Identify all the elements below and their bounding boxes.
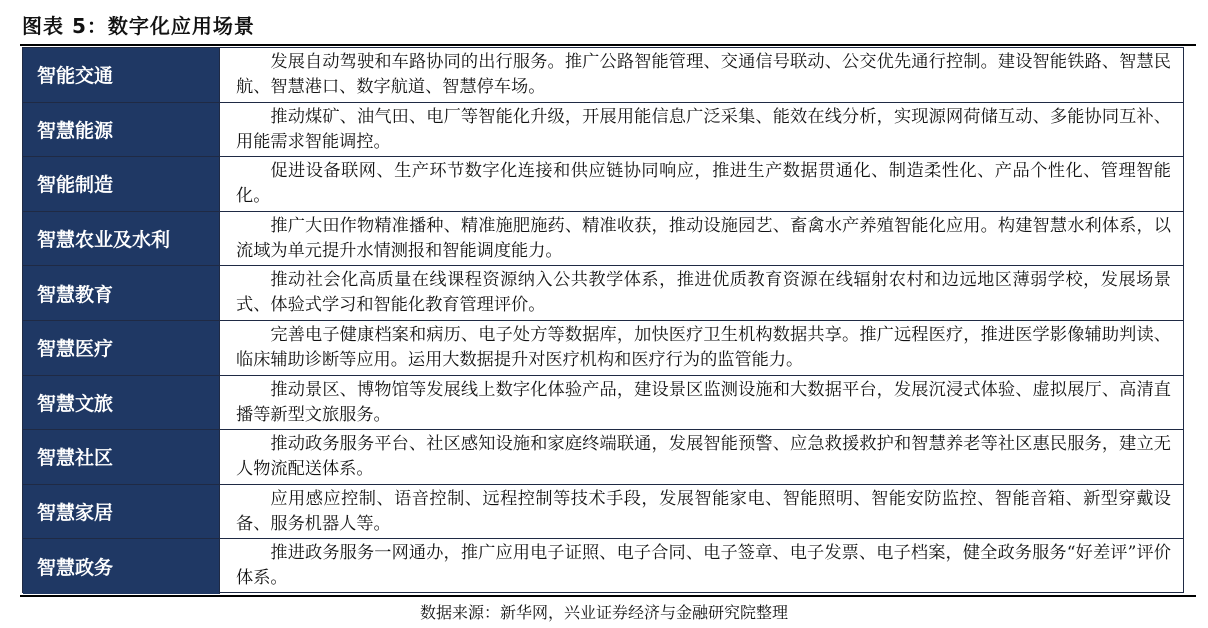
table-row bbox=[23, 103, 1183, 158]
figure-title: 图表 5：数字化应用场景 bbox=[22, 14, 255, 38]
row-category: 智慧农业及水利 bbox=[23, 212, 220, 266]
table-row bbox=[23, 430, 1183, 485]
row-description: 推动煤矿、油气田、电厂等智能化升级，开展用能信息广泛采集、能效在线分析，实现源网荷储互动、多能协同互补、用能需求智能调控。 bbox=[236, 106, 1171, 152]
table-row bbox=[23, 212, 1183, 267]
row-description: 应用感应控制、语音控制、远程控制等技术手段，发展智能家电、智能照明、智能安防监控、智能音箱、新型穿戴设备、服务机器人等。 bbox=[236, 488, 1171, 534]
table-row bbox=[23, 321, 1183, 376]
scenario-table bbox=[22, 47, 1184, 593]
row-category: 智慧教育 bbox=[23, 266, 220, 320]
row-description: 推动景区、博物馆等发展线上数字化体验产品，建设景区监测设施和大数据平台，发展沉浸式体验、虚拟展厅、高清直播等新型文旅服务。 bbox=[236, 379, 1171, 425]
row-category: 智慧能源 bbox=[23, 103, 220, 157]
table-row bbox=[23, 157, 1183, 212]
row-category: 智慧家居 bbox=[23, 485, 220, 539]
row-category: 智慧政务 bbox=[23, 539, 220, 594]
row-description: 推动社会化高质量在线课程资源纳入公共教学体系，推进优质教育资源在线辐射农村和边远地区薄弱学校，发展场景式、体验式学习和智能化教育管理评价。 bbox=[236, 270, 1171, 316]
table-row bbox=[23, 266, 1183, 321]
row-description: 推进政务服务一网通办，推广应用电子证照、电子合同、电子签章、电子发票、电子档案，健全政务服务“好差评”评价体系。 bbox=[236, 543, 1171, 589]
row-description: 推动政务服务平台、社区感知设施和家庭终端联通，发展智能预警、应急救援救护和智慧养老等社区惠民服务，建立无人物流配送体系。 bbox=[236, 434, 1171, 480]
row-description: 发展自动驾驶和车路协同的出行服务。推广公路智能管理、交通信号联动、公交优先通行控制。建设智能铁路、智慧民航、智慧港口、数字航道、智慧停车场。 bbox=[236, 52, 1171, 97]
table-row bbox=[23, 376, 1183, 431]
row-category: 智能制造 bbox=[23, 157, 220, 211]
row-description: 推广大田作物精准播种、精准施肥施药、精准收获，推动设施园艺、畜禽水产养殖智能化应用。构建智慧水利体系，以流域为单元提升水情测报和智能调度能力。 bbox=[236, 215, 1171, 261]
row-category: 智慧文旅 bbox=[23, 376, 220, 430]
top-rule bbox=[20, 44, 1196, 46]
row-description: 促进设备联网、生产环节数字化连接和供应链协同响应，推进生产数据贯通化、制造柔性化、产品个性化、管理智能化。 bbox=[236, 161, 1171, 207]
row-description: 完善电子健康档案和病历、电子处方等数据库，加快医疗卫生机构数据共享。推广远程医疗，推进医学影像辅助判读、临床辅助诊断等应用。运用大数据提升对医疗机构和医疗行为的监管能力。 bbox=[236, 324, 1171, 370]
table-row bbox=[23, 539, 1183, 594]
source-note: 数据来源：新华网，兴业证券经济与金融研究院整理 bbox=[419, 603, 788, 622]
table-row bbox=[23, 48, 1183, 103]
row-category: 智慧社区 bbox=[23, 430, 220, 484]
bottom-rule bbox=[20, 595, 1196, 597]
row-category: 智能交通 bbox=[23, 48, 220, 102]
table-row bbox=[23, 485, 1183, 540]
row-category: 智慧医疗 bbox=[23, 321, 220, 375]
